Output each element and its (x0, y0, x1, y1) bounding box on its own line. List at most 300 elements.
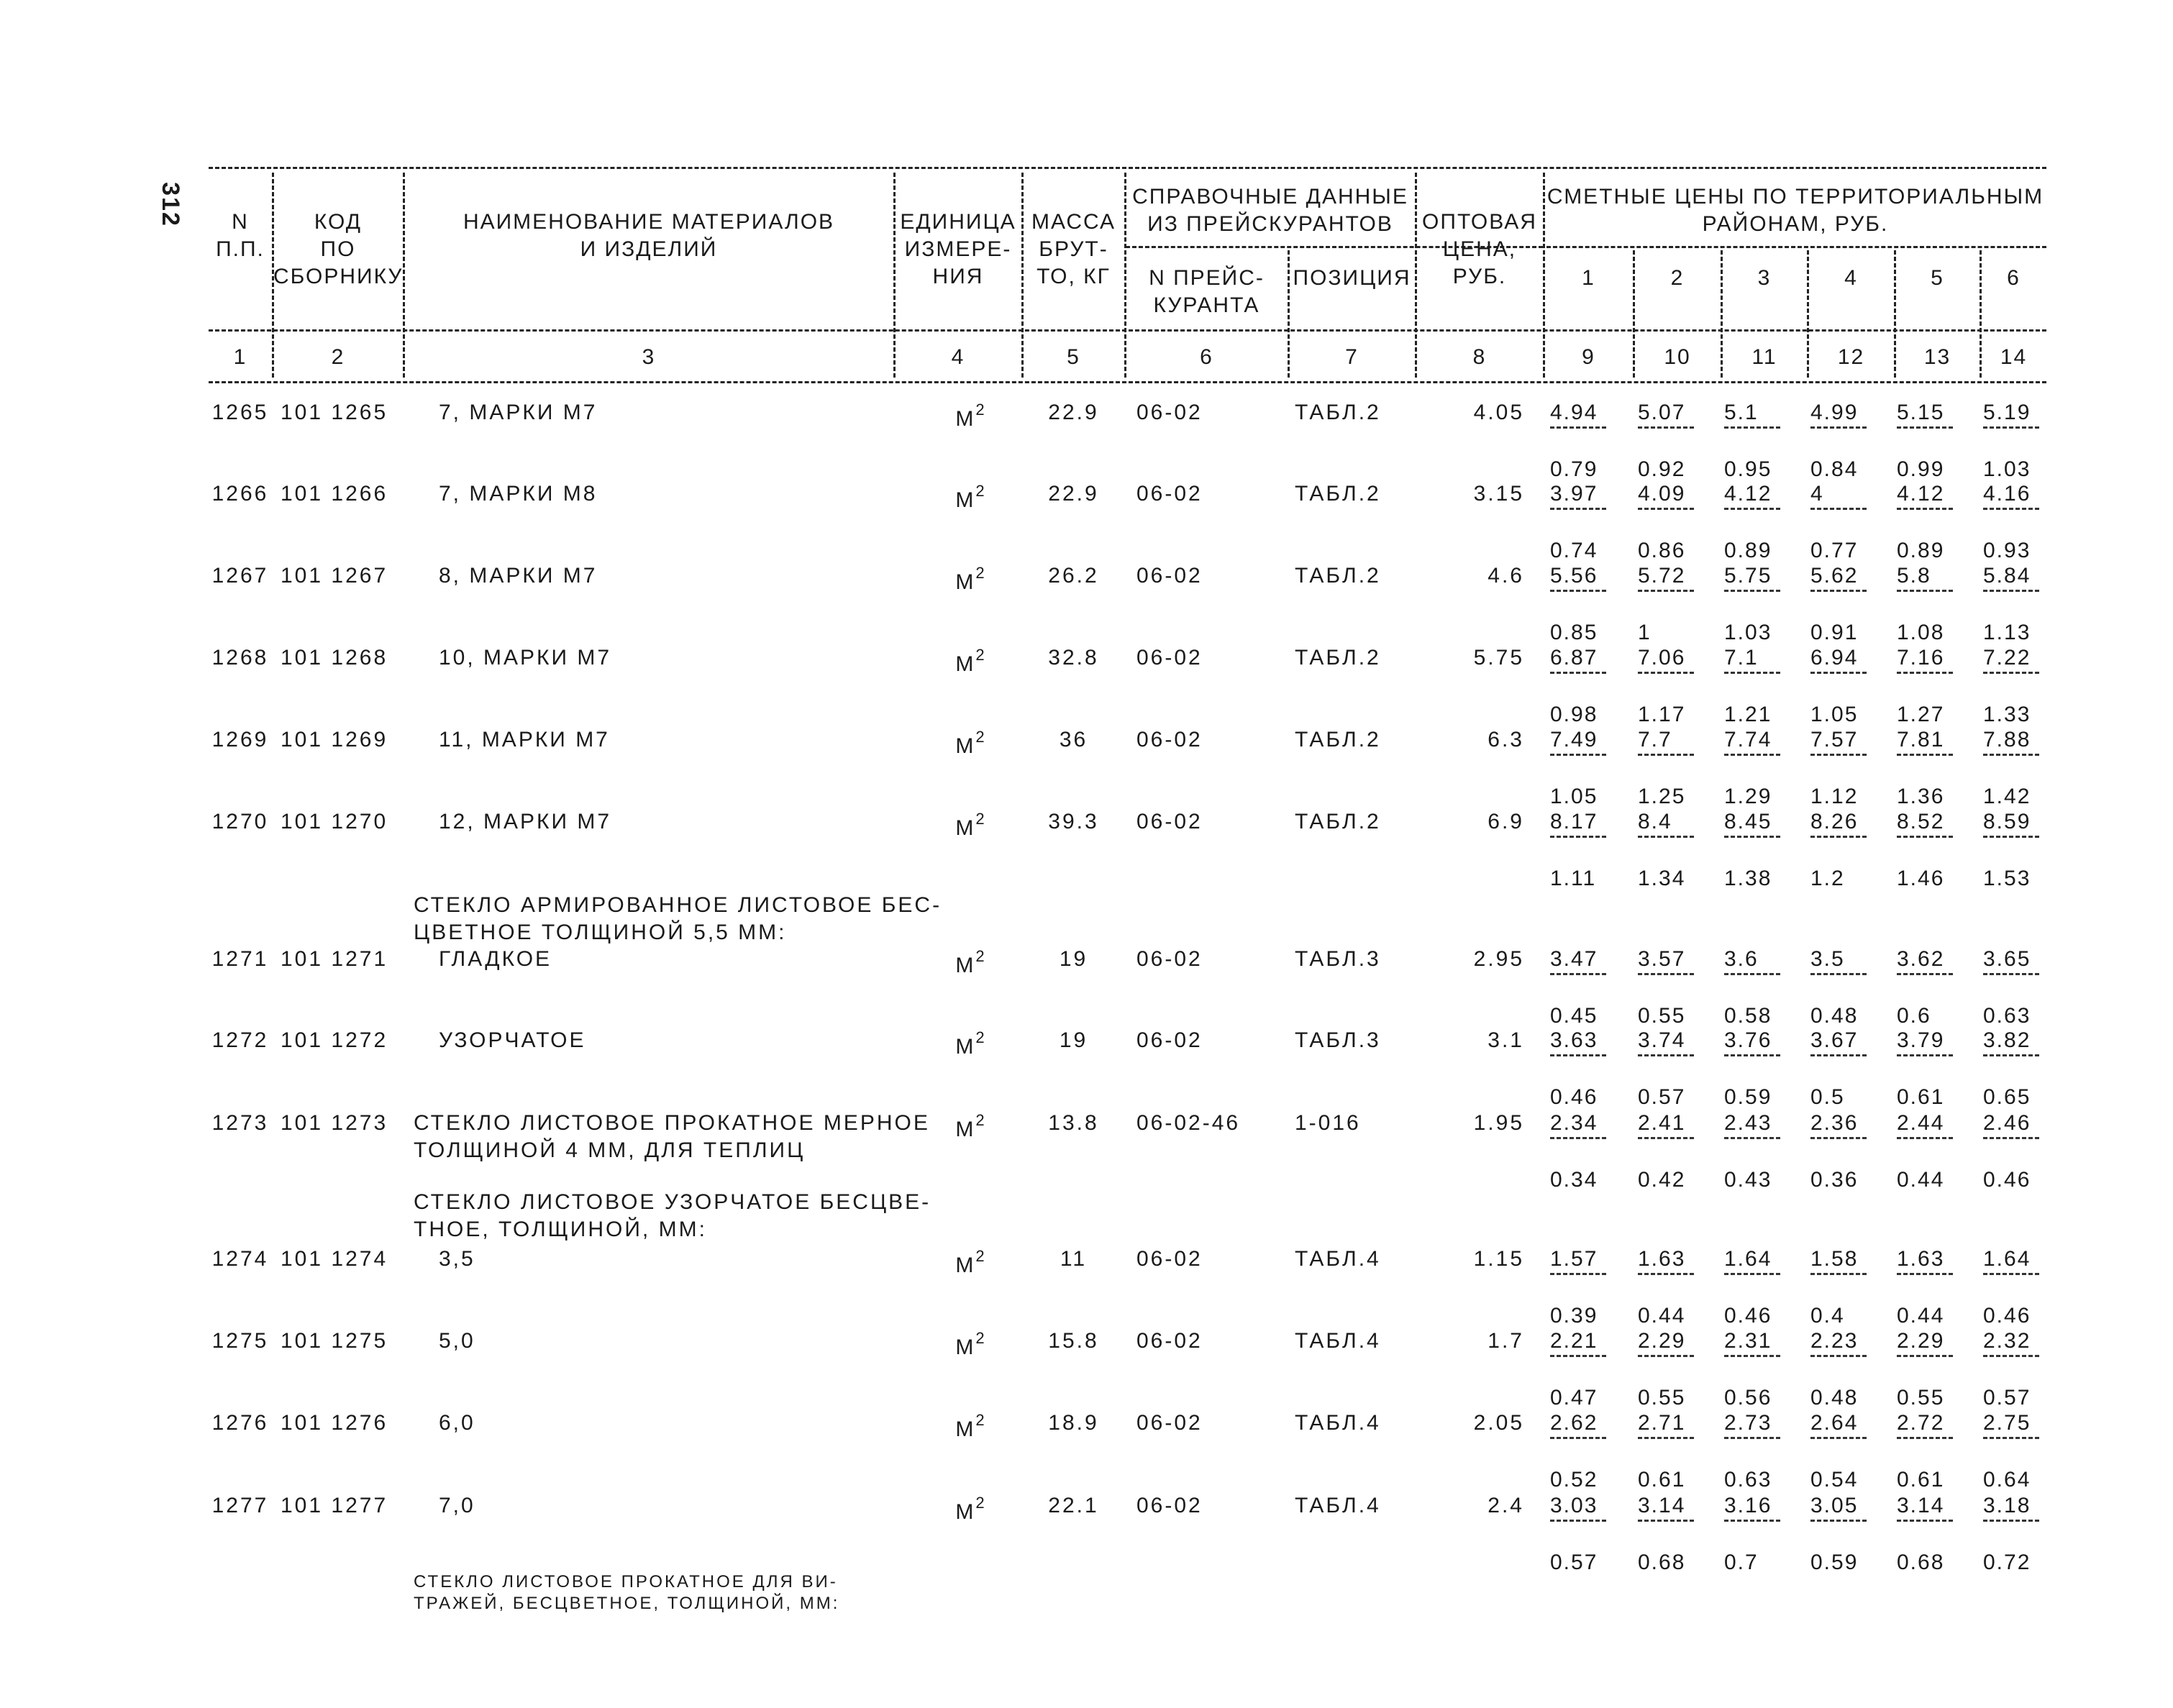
row-name-cont: ТОЛЩИНОЙ 4 ММ, ДЛЯ ТЕПЛИЦ (414, 1138, 806, 1162)
region-price-value: 4.16 (1983, 482, 2031, 506)
region-price-subvalue: 0.57 (1983, 1386, 2031, 1410)
region-price-subvalue: 0.36 (1810, 1168, 1859, 1192)
row-mass: 22.1 (1048, 1494, 1099, 1517)
region-price-subvalue: 0.34 (1550, 1168, 1598, 1192)
region-price (1810, 946, 1882, 1030)
row-unit (942, 399, 1000, 433)
region-price (1897, 726, 1969, 810)
fraction-bar (1810, 590, 1867, 592)
group-caption-line1: СТЕКЛО АРМИРОВАННОЕ ЛИСТОВОЕ БЕС- (414, 893, 942, 917)
fraction-bar (1638, 1355, 1694, 1357)
region-price (1724, 1027, 1796, 1111)
row-unit (942, 1110, 1000, 1143)
region-price-value: 7.57 (1810, 728, 1859, 752)
header-col2-line2: ПО (320, 237, 356, 261)
region-price-subvalue: 0.46 (1983, 1168, 2031, 1192)
header-col2-line3: СБОРНИКУ (273, 265, 404, 288)
region-price-subvalue: 0.85 (1550, 621, 1598, 644)
fraction-bar (1897, 672, 1953, 674)
row-unit (942, 946, 1000, 979)
fraction-bar (1810, 973, 1867, 975)
fraction-bar (1724, 1137, 1780, 1139)
region-price-subvalue: 1.11 (1550, 867, 1597, 890)
region-price-subvalue: 1.53 (1983, 867, 2031, 890)
region-price-subvalue: 0.68 (1638, 1551, 1686, 1574)
region-price-subvalue: 0.95 (1724, 457, 1772, 481)
region-price-subvalue: 0.72 (1983, 1551, 2031, 1574)
header-mid-rule (209, 329, 2046, 332)
header-regions-group (1544, 183, 2046, 238)
fraction-bar (1724, 508, 1780, 510)
fraction-bar (1983, 508, 2039, 510)
header-col8-line2: ЦЕНА, (1442, 237, 1517, 261)
region-price-value: 2.32 (1983, 1329, 2031, 1353)
region-price-value: 8.45 (1724, 810, 1772, 834)
header-col6 (1126, 265, 1288, 319)
fraction-bar (1983, 590, 2039, 592)
column-number: 10 (1664, 345, 1691, 369)
region-price-subvalue: 0.7 (1724, 1551, 1759, 1574)
region-price-subvalue: 1.36 (1897, 785, 1945, 808)
row-price-list: 06-02 (1136, 810, 1203, 834)
fraction-bar (1983, 1437, 2039, 1439)
region-price-value: 2.46 (1983, 1111, 2031, 1135)
region-price-subvalue: 0.74 (1550, 539, 1598, 562)
fraction-bar (1550, 426, 1606, 429)
region-price-value: 3.82 (1983, 1028, 2031, 1052)
unit-superscript: 2 (975, 947, 987, 965)
region-price-subvalue: 1.05 (1810, 703, 1859, 726)
header-region-5: 5 (1931, 266, 1944, 290)
region-price (1983, 726, 2055, 810)
region-price-subvalue: 0.55 (1897, 1386, 1945, 1410)
row-position: ТАБЛ.3 (1295, 947, 1381, 971)
region-price-subvalue: 0.6 (1897, 1004, 1931, 1028)
group-caption-line1: СТЕКЛО ЛИСТОВОЕ УЗОРЧАТОЕ БЕСЦВЕ- (414, 1190, 931, 1214)
row-code: 101 1267 (281, 564, 388, 588)
region-price (1983, 1110, 2055, 1194)
row-wholesale: 1.7 (1488, 1329, 1524, 1353)
column-number: 4 (951, 345, 965, 369)
header-col3 (404, 209, 893, 263)
row-code: 101 1272 (281, 1028, 388, 1052)
region-price-value: 8.59 (1983, 810, 2031, 834)
region-price (1983, 1246, 2055, 1330)
row-mass: 15.8 (1048, 1329, 1099, 1353)
fraction-bar (1897, 1273, 1953, 1275)
fraction-bar (1724, 1355, 1780, 1357)
header-reference-line2: ИЗ ПРЕЙСКУРАНТОВ (1147, 212, 1393, 236)
region-price-value: 4 (1810, 482, 1824, 506)
header-bottom-rule (209, 381, 2046, 383)
region-price-value: 1.64 (1724, 1247, 1772, 1271)
column-number: 9 (1582, 345, 1595, 369)
row-unit (942, 1410, 1000, 1443)
unit-text: М (955, 734, 976, 758)
region-price-value: 3.79 (1897, 1028, 1945, 1052)
row-wholesale: 1.15 (1473, 1247, 1524, 1271)
region-price-subvalue: 1.25 (1638, 785, 1686, 808)
region-price-subvalue: 1.27 (1897, 703, 1945, 726)
fraction-bar (1983, 1520, 2039, 1522)
unit-text: М (955, 1253, 976, 1277)
unit-text: М (955, 1035, 976, 1059)
row-mass: 39.3 (1048, 810, 1099, 834)
fraction-bar (1897, 1355, 1953, 1357)
row-name: ГЛАДКОЕ (439, 947, 552, 971)
column-number: 5 (1067, 345, 1080, 369)
region-price (1897, 946, 1969, 1030)
region-price (1810, 399, 1882, 483)
row-mass: 13.8 (1048, 1111, 1099, 1135)
header-region-6: 6 (2007, 266, 2021, 290)
region-price-subvalue: 0.5 (1810, 1085, 1845, 1109)
region-price-subvalue: 0.61 (1638, 1468, 1686, 1492)
fraction-bar (1550, 1520, 1606, 1522)
column-number: 1 (233, 345, 247, 369)
row-name: 7, МАРКИ М8 (439, 482, 598, 506)
region-price-value: 8.26 (1810, 810, 1859, 834)
region-price (1724, 1246, 1796, 1330)
row-number: 1265 (211, 401, 269, 424)
row-code: 101 1268 (281, 646, 388, 670)
fraction-bar (1638, 1137, 1694, 1139)
group-caption-line2: ЦВЕТНОЕ ТОЛЩИНОЙ 5,5 ММ: (414, 921, 787, 944)
region-price-subvalue: 0.46 (1550, 1085, 1598, 1109)
region-price-value: 1.58 (1810, 1247, 1859, 1271)
row-code: 101 1274 (281, 1247, 388, 1271)
fraction-bar (1983, 672, 2039, 674)
region-price (1638, 1410, 1710, 1494)
row-name: СТЕКЛО ЛИСТОВОЕ ПРОКАТНОЕ МЕРНОЕ (414, 1111, 930, 1135)
region-price (1550, 1410, 1622, 1494)
fraction-bar (1724, 754, 1780, 756)
row-unit (942, 1328, 1000, 1361)
fraction-bar (1550, 1273, 1606, 1275)
region-price-value: 5.15 (1897, 401, 1945, 424)
row-name: 8, МАРКИ М7 (439, 564, 598, 588)
region-price-value: 3.97 (1550, 482, 1598, 506)
group-caption (414, 892, 942, 946)
unit-text: М (955, 1500, 976, 1524)
header-col3-line1: НАИМЕНОВАНИЕ МАТЕРИАЛОВ (463, 210, 835, 234)
unit-superscript: 2 (975, 482, 987, 500)
region-price-value: 2.72 (1897, 1411, 1945, 1435)
row-unit (942, 562, 1000, 596)
row-position: ТАБЛ.4 (1295, 1247, 1381, 1271)
row-position: ТАБЛ.2 (1295, 564, 1381, 588)
region-price-value: 3.47 (1550, 947, 1598, 971)
region-price (1724, 946, 1796, 1030)
header-region-2: 2 (1670, 266, 1685, 290)
unit-text: М (955, 1417, 976, 1441)
fraction-bar (1810, 1437, 1867, 1439)
unit-superscript: 2 (975, 728, 987, 746)
region-price-subvalue: 0.89 (1897, 539, 1945, 562)
region-price-value: 3.67 (1810, 1028, 1859, 1052)
region-price-subvalue: 0.46 (1724, 1304, 1772, 1328)
region-price-subvalue: 0.52 (1550, 1468, 1598, 1492)
region-price-value: 7.81 (1897, 728, 1945, 752)
region-price (1724, 1328, 1796, 1412)
region-price-subvalue: 0.43 (1724, 1168, 1772, 1192)
row-price-list: 06-02 (1136, 1494, 1203, 1517)
row-number: 1269 (211, 728, 269, 752)
header-col3-line2: И ИЗДЕЛИЙ (580, 237, 718, 261)
row-position: ТАБЛ.4 (1295, 1329, 1381, 1353)
region-price (1638, 946, 1710, 1030)
row-number: 1272 (211, 1028, 269, 1052)
region-price (1550, 480, 1622, 565)
row-mass: 36 (1059, 728, 1088, 752)
region-price-subvalue: 0.65 (1983, 1085, 2031, 1109)
region-price (1897, 808, 1969, 892)
fraction-bar (1897, 973, 1953, 975)
region-price-subvalue: 0.44 (1638, 1304, 1686, 1328)
region-price-subvalue: 0.57 (1638, 1085, 1686, 1109)
region-price (1550, 562, 1622, 647)
region-price-subvalue: 0.61 (1897, 1468, 1945, 1492)
region-price-value: 7.49 (1550, 728, 1598, 752)
row-number: 1268 (211, 646, 269, 670)
row-unit (942, 726, 1000, 760)
row-mass: 19 (1059, 1028, 1088, 1052)
region-price (1550, 644, 1622, 729)
region-price-subvalue: 0.93 (1983, 539, 2031, 562)
region-price-subvalue: 0.54 (1810, 1468, 1859, 1492)
row-unit (942, 1246, 1000, 1279)
region-price-value: 4.12 (1724, 482, 1772, 506)
row-name: 10, МАРКИ М7 (439, 646, 612, 670)
region-price-value: 3.16 (1724, 1494, 1772, 1517)
fraction-bar (1724, 1437, 1780, 1439)
fraction-bar (1983, 973, 2039, 975)
row-mass: 22.9 (1048, 401, 1099, 424)
region-price-subvalue: 1.08 (1897, 621, 1945, 644)
fraction-bar (1983, 1054, 2039, 1056)
group-caption-line2: ТНОЕ, ТОЛЩИНОЙ, ММ: (414, 1218, 707, 1241)
header-col4-line2: ИЗМЕРЕ- (904, 237, 1012, 261)
row-number: 1266 (211, 482, 269, 506)
region-price-value: 2.21 (1550, 1329, 1598, 1353)
group-caption (414, 1571, 839, 1615)
region-price-subvalue: 0.99 (1897, 457, 1945, 481)
region-price (1550, 1110, 1622, 1194)
row-number: 1275 (211, 1329, 269, 1353)
region-price-value: 2.36 (1810, 1111, 1859, 1135)
region-price-value: 3.63 (1550, 1028, 1598, 1052)
row-code: 101 1273 (281, 1111, 388, 1135)
region-price (1550, 1246, 1622, 1330)
row-position: ТАБЛ.2 (1295, 401, 1381, 424)
region-price (1638, 1328, 1710, 1412)
row-wholesale: 6.9 (1488, 810, 1524, 834)
region-price (1638, 808, 1710, 892)
fraction-bar (1983, 754, 2039, 756)
region-price (1983, 644, 2055, 729)
header-region-4: 4 (1844, 266, 1858, 290)
region-price-value: 2.75 (1983, 1411, 2031, 1435)
column-number: 7 (1345, 345, 1359, 369)
fraction-bar (1550, 754, 1606, 756)
region-price (1550, 1027, 1622, 1111)
unit-text: М (955, 1118, 976, 1141)
column-number: 12 (1837, 345, 1865, 369)
region-price-subvalue: 1.42 (1983, 785, 2031, 808)
fraction-bar (1810, 1273, 1867, 1275)
region-price-subvalue: 0.79 (1550, 457, 1598, 481)
row-position: ТАБЛ.4 (1295, 1411, 1381, 1435)
fraction-bar (1983, 1137, 2039, 1139)
header-col5 (1023, 209, 1124, 291)
fraction-bar (1724, 1273, 1780, 1275)
row-code: 101 1266 (281, 482, 388, 506)
fraction-bar (1983, 426, 2039, 429)
fraction-bar (1897, 426, 1953, 429)
unit-text: М (955, 1335, 976, 1359)
row-wholesale: 5.75 (1473, 646, 1524, 670)
region-price (1983, 1492, 2055, 1576)
region-price (1897, 644, 1969, 729)
row-code: 101 1269 (281, 728, 388, 752)
region-price (1983, 562, 2055, 647)
region-price-value: 2.73 (1724, 1411, 1772, 1435)
region-price (1810, 562, 1882, 647)
region-price-subvalue: 1.2 (1810, 867, 1845, 890)
row-position: ТАБЛ.2 (1295, 646, 1381, 670)
fraction-bar (1550, 590, 1606, 592)
header-reference-group (1126, 183, 1415, 238)
unit-superscript: 2 (975, 1329, 987, 1347)
fraction-bar (1638, 754, 1694, 756)
region-price-value: 8.17 (1550, 810, 1598, 834)
region-price (1810, 1110, 1882, 1194)
unit-text: М (955, 407, 976, 431)
region-price (1724, 1492, 1796, 1576)
row-name: 5,0 (439, 1329, 475, 1353)
region-price (1810, 1492, 1882, 1576)
region-price-value: 3.65 (1983, 947, 2031, 971)
row-name: УЗОРЧАТОЕ (439, 1028, 586, 1052)
region-price-subvalue: 0.63 (1983, 1004, 2031, 1028)
unit-text: М (955, 652, 976, 676)
region-price-subvalue: 1.03 (1983, 457, 2031, 481)
fraction-bar (1983, 1355, 2039, 1357)
region-price-subvalue: 1.13 (1983, 621, 2031, 644)
fraction-bar (1810, 1137, 1867, 1139)
region-price-subvalue: 1.46 (1897, 867, 1945, 890)
region-price-subvalue: 1.03 (1724, 621, 1772, 644)
region-price-value: 7.1 (1724, 646, 1759, 670)
unit-superscript: 2 (975, 810, 987, 828)
region-price (1810, 1246, 1882, 1330)
region-price-subvalue: 0.59 (1724, 1085, 1772, 1109)
unit-superscript: 2 (975, 646, 987, 664)
row-unit (942, 808, 1000, 842)
region-price-value: 6.87 (1550, 646, 1598, 670)
fraction-bar (1638, 508, 1694, 510)
region-price-value: 2.29 (1638, 1329, 1686, 1353)
row-wholesale: 6.3 (1488, 728, 1524, 752)
region-price-subvalue: 0.57 (1550, 1551, 1598, 1574)
region-price-subvalue: 1.12 (1810, 785, 1859, 808)
region-price (1638, 726, 1710, 810)
header-top-rule (209, 167, 2046, 169)
fraction-bar (1550, 672, 1606, 674)
region-price-subvalue: 1.38 (1724, 867, 1772, 890)
region-price-subvalue: 0.44 (1897, 1304, 1945, 1328)
row-mass: 11 (1060, 1247, 1088, 1271)
region-price-subvalue: 0.86 (1638, 539, 1686, 562)
region-price (1897, 1492, 1969, 1576)
fraction-bar (1550, 836, 1606, 838)
header-col1-line2: П.П. (216, 237, 265, 261)
group-caption-line2: ТРАЖЕЙ, БЕСЦВЕТНОЕ, ТОЛЩИНОЙ, ММ: (414, 1594, 840, 1613)
row-number: 1267 (211, 564, 269, 588)
region-price-value: 3.05 (1810, 1494, 1859, 1517)
region-price (1638, 1027, 1710, 1111)
header-col5-line1: МАССА (1031, 210, 1116, 234)
region-price-value: 3.18 (1983, 1494, 2031, 1517)
region-price-value: 2.23 (1810, 1329, 1859, 1353)
region-price (1638, 480, 1710, 565)
column-number: 13 (1923, 345, 1951, 369)
row-code: 101 1276 (281, 1411, 388, 1435)
header-regions-line1: СМЕТНЫЕ ЦЕНЫ ПО ТЕРРИТОРИАЛЬНЫМ (1546, 185, 2044, 209)
unit-text: М (955, 570, 976, 594)
fraction-bar (1550, 1355, 1606, 1357)
region-price-value: 3.74 (1638, 1028, 1686, 1052)
region-price-subvalue: 0.61 (1897, 1085, 1945, 1109)
fraction-bar (1638, 836, 1694, 838)
region-price (1983, 399, 2055, 483)
row-price-list: 06-02 (1136, 1329, 1203, 1353)
region-price (1724, 1110, 1796, 1194)
fraction-bar (1550, 1437, 1606, 1439)
row-price-list: 06-02 (1136, 728, 1203, 752)
row-mass: 18.9 (1048, 1411, 1099, 1435)
column-number: 6 (1200, 345, 1213, 369)
region-price-subvalue: 0.45 (1550, 1004, 1598, 1028)
region-price-subvalue: 0.42 (1638, 1168, 1686, 1192)
region-price-subvalue: 0.56 (1724, 1386, 1772, 1410)
column-number: 11 (1751, 345, 1777, 369)
row-wholesale: 3.1 (1488, 1028, 1524, 1052)
row-position: ТАБЛ.2 (1295, 810, 1381, 834)
fraction-bar (1983, 1273, 2039, 1275)
region-price (1897, 1246, 1969, 1330)
region-price-subvalue: 0.91 (1810, 621, 1859, 644)
region-price-subvalue: 0.92 (1638, 457, 1686, 481)
fraction-bar (1897, 836, 1953, 838)
row-code: 101 1277 (281, 1494, 388, 1517)
row-wholesale: 2.4 (1488, 1494, 1524, 1517)
fraction-bar (1724, 973, 1780, 975)
region-price-value: 8.52 (1897, 810, 1945, 834)
region-price (1550, 1492, 1622, 1576)
row-position: ТАБЛ.2 (1295, 728, 1381, 752)
row-unit (942, 1492, 1000, 1526)
region-price (1810, 644, 1882, 729)
region-price-value: 3.6 (1724, 947, 1759, 971)
header-col8-line3: РУБ. (1452, 265, 1507, 288)
region-price (1638, 1492, 1710, 1576)
row-wholesale: 1.95 (1473, 1111, 1524, 1135)
fraction-bar (1550, 1054, 1606, 1056)
region-price-value: 1.63 (1638, 1247, 1686, 1271)
region-price-value: 2.43 (1724, 1111, 1772, 1135)
row-price-list: 06-02 (1136, 1247, 1203, 1271)
